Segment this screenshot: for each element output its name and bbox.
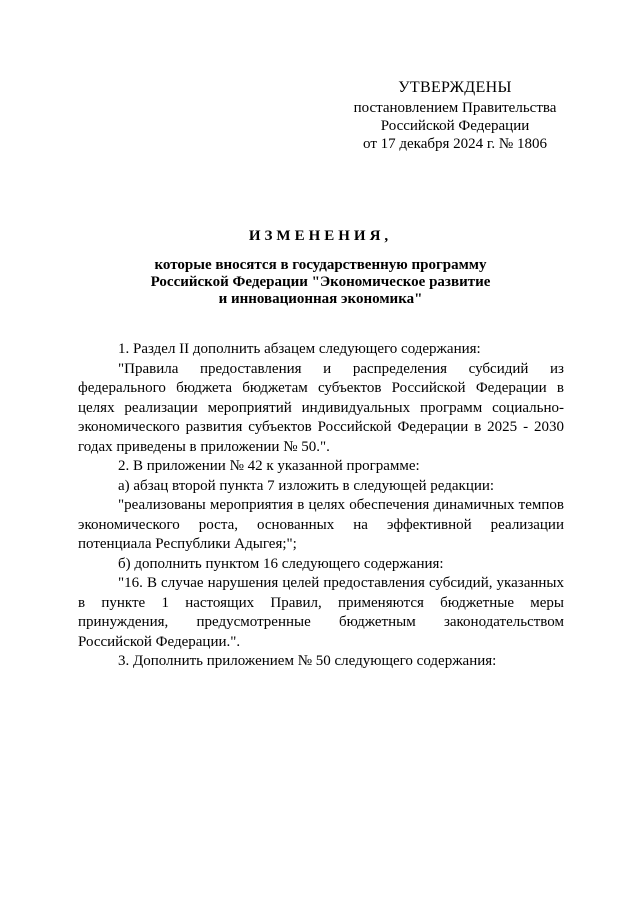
document-body [78,340,564,672]
document-heading [78,227,563,308]
paragraph-quote-1: "Правила предоставления и распределения субсидий из федерального бюджета бюджетам субъектов Российской Федерации в целях реализации мероприятий индивидуальных программ социально-экономического развития субъектов Российской Федерации в 2025 - 2030 годах приведены в приложении № 50.". [78,360,564,455]
subtitle-line: которые вносятся в государственную программу [154,257,487,273]
paragraph-subitem-b: б) дополнить пунктом 16 следующего содержания: [118,555,444,572]
approval-stamp: УТВЕРЖДЕНЫ [398,79,512,96]
paragraph-item-3: 3. Дополнить приложением № 50 следующего содержания: [118,653,497,669]
approval-line: Российской Федерации [380,118,530,134]
subtitle-line: Российской Федерации "Экономическое развитие [150,274,491,290]
approval-date-line: от 17 декабря 2024 г. № 1806 [363,136,547,152]
paragraph-subitem-a: а) абзац второй пункта 7 изложить в следующей редакции: [118,477,495,494]
paragraph-quote-3: "16. В случае нарушения целей предоставления субсидий, указанных в пункте 1 настоящих Правил, применяются бюджетные меры принуждения, предусмотренные бюджетным законодательством Российской Федерации.". [78,575,564,650]
paragraph-quote-2: "реализованы мероприятия в целях обеспечения динамичных темпов экономического роста, основанных на эффективной реализации потенциала Республики Адыгея;"; [78,497,564,552]
document-title: ИЗМЕНЕНИЯ, [248,228,393,244]
subtitle-line: и инновационная экономика" [218,291,423,307]
approval-line: постановлением Правительства [353,100,557,116]
paragraph-item-1: 1. Раздел II дополнить абзацем следующего содержания: [118,341,481,357]
paragraph-item-2: 2. В приложении № 42 к указанной программе: [118,458,420,474]
approval-block [340,79,570,153]
document-subtitle [78,257,563,308]
